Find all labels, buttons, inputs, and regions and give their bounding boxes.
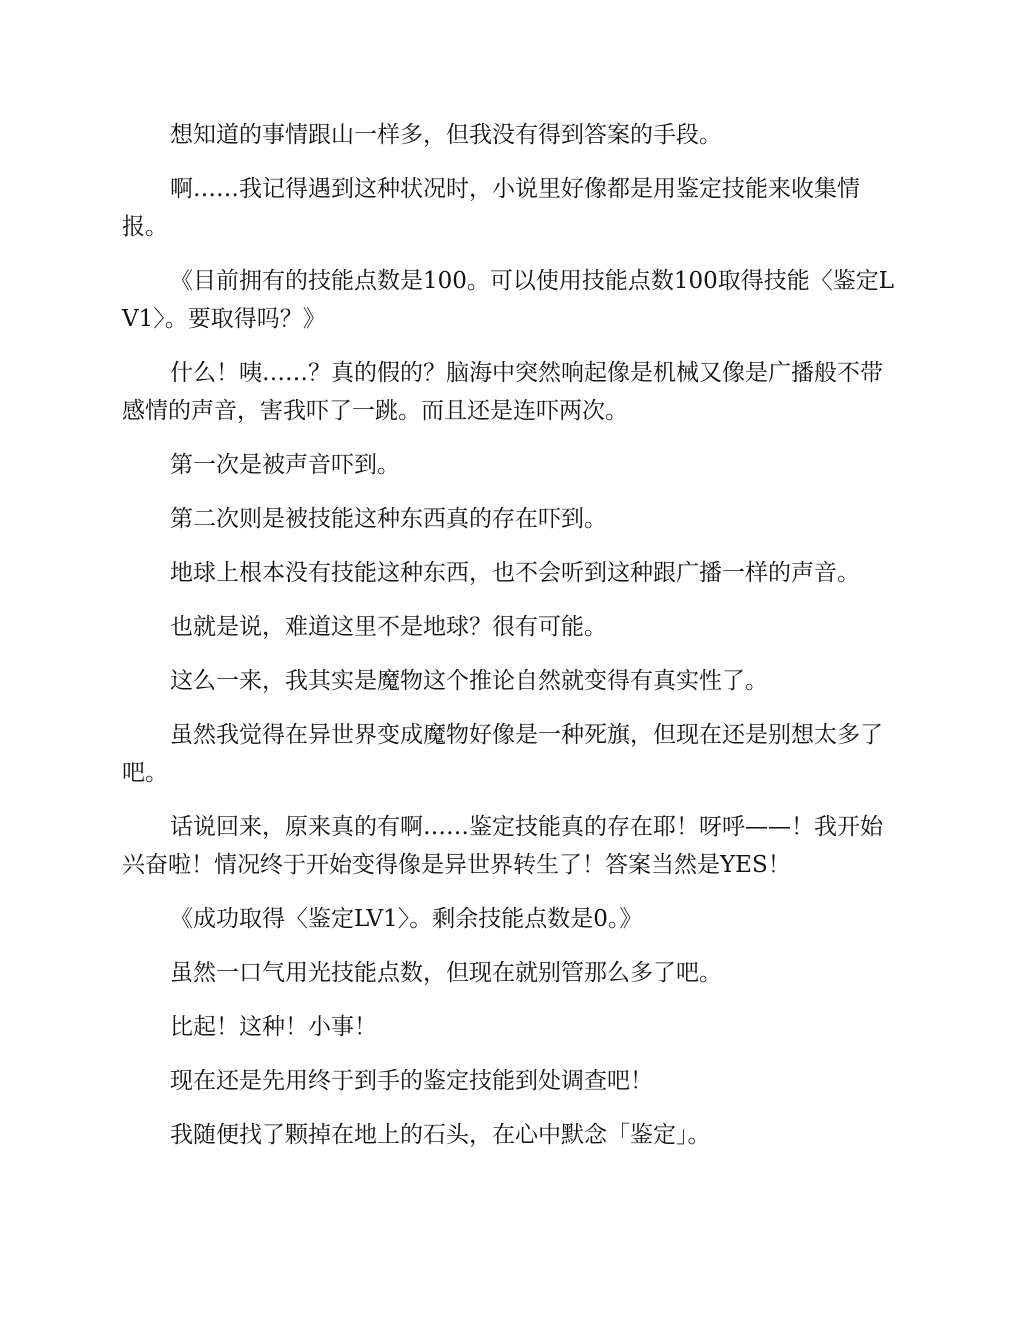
paragraph: 第二次则是被技能这种东西真的存在吓到。 [170, 506, 607, 532]
paragraph: 《成功取得〈鉴定LV1〉。剩余技能点数是0。》 [170, 906, 643, 932]
paragraph: 虽然我觉得在异世界变成魔物好像是一种死旗，但现在还是别想太多了吧。 [122, 722, 883, 786]
paragraph: 《目前拥有的技能点数是100。可以使用技能点数100取得技能〈鉴定LV1〉。要取得吗？》 [122, 268, 895, 332]
paragraph: 地球上根本没有技能这种东西，也不会听到这种跟广播一样的声音。 [170, 560, 860, 586]
paragraph: 什么！咦……？真的假的？脑海中突然响起像是机械又像是广播般不带感情的声音，害我吓了一跳。而且还是连吓两次。 [122, 360, 883, 424]
paragraph: 话说回来，原来真的有啊……鉴定技能真的存在耶！呀呼——！我开始兴奋啦！情况终于开始变得像是异世界转生了！答案当然是YES！ [122, 814, 883, 878]
paragraph: 虽然一口气用光技能点数，但现在就别管那么多了吧。 [170, 960, 722, 986]
paragraph: 我随便找了颗掉在地上的石头，在心中默念「鉴定」。 [170, 1122, 711, 1148]
paragraph: 比起！这种！小事！ [170, 1014, 377, 1040]
paragraph: 也就是说，难道这里不是地球？很有可能。 [170, 614, 607, 640]
paragraph: 现在还是先用终于到手的鉴定技能到处调查吧！ [170, 1068, 653, 1094]
paragraph: 这么一来，我其实是魔物这个推论自然就变得有真实性了。 [170, 668, 768, 694]
paragraph: 啊……我记得遇到这种状况时，小说里好像都是用鉴定技能来收集情报。 [122, 176, 860, 240]
paragraph: 想知道的事情跟山一样多，但我没有得到答案的手段。 [170, 122, 722, 148]
document-page [122, 116, 898, 1170]
paragraph: 第一次是被声音吓到。 [170, 452, 400, 478]
